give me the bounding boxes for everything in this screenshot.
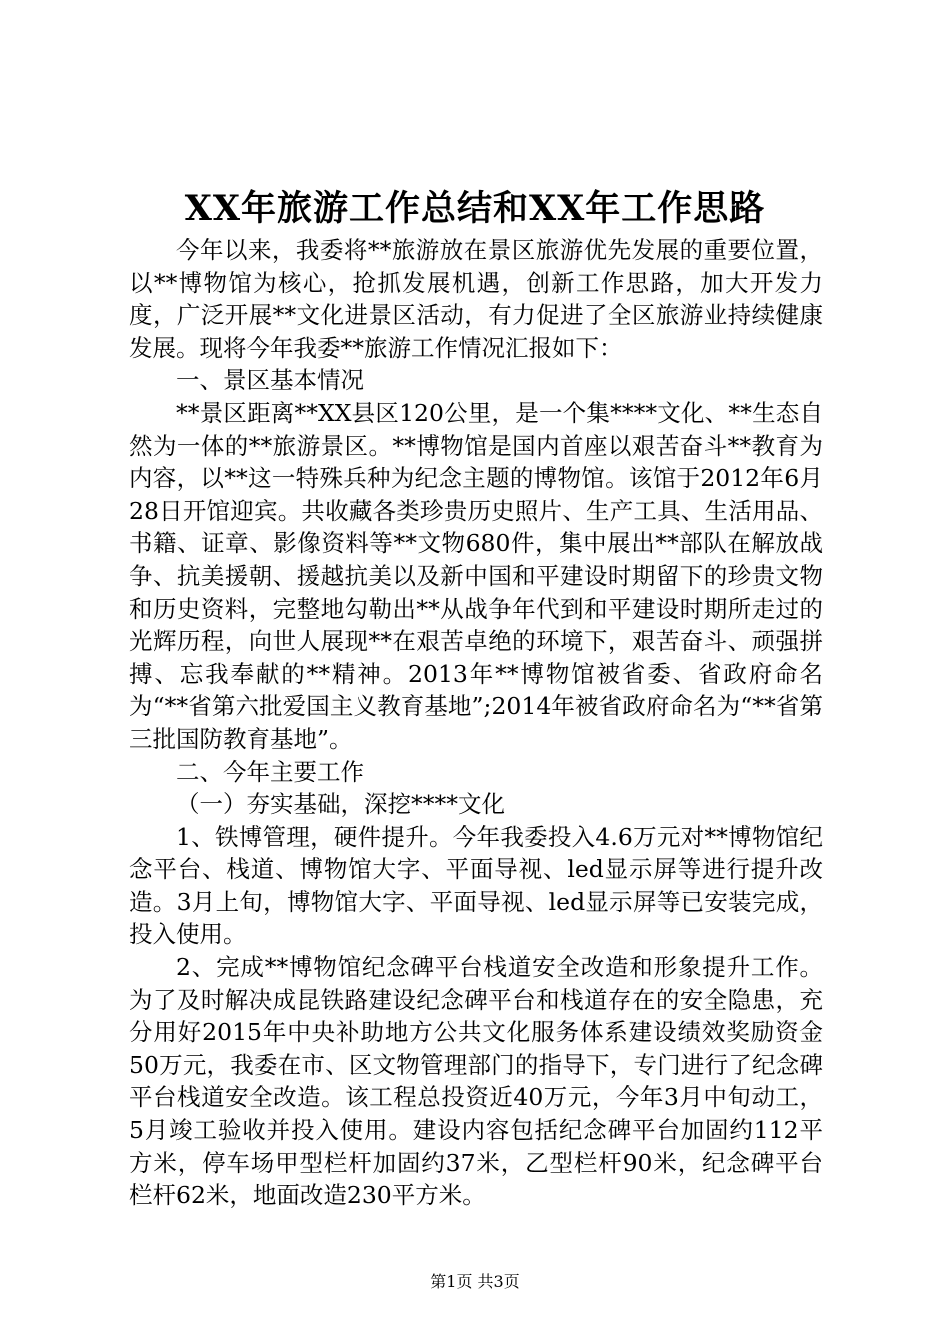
subsection-heading-1: （一）夯实基础，深挖****文化 [176,790,505,819]
item-paragraph-1: 1、铁博管理，硬件提升。今年我委投入4.6万元对**博物馆纪念平台、栈道、博物馆大字、平面导视、led显示屏等进行提升改造。3月上旬，博物馆大字、平面导视、led显示屏等已安装完成，投入使用。 [129,822,823,949]
item-paragraph-2: 2、完成**博物馆纪念碑平台栈道安全改造和形象提升工作。为了及时解决成昆铁路建设纪念碑平台和栈道存在的安全隐患，充分用好2015年中央补助地方公共文化服务体系建设绩效奖励资金50万元，我委在市、区文物管理部门的指导下，专门进行了纪念碑平台栈道安全改造。该工程总投资近40万元，今年3月中旬动工，5月竣工验收并投入使用。建设内容包括纪念碑平台加固约112平方米，停车场甲型栏杆加固约37米，乙型栏杆90米，纪念碑平台栏杆62米，地面改造230平方米。 [129,953,823,1210]
section-heading-1: 一、景区基本情况 [176,366,364,395]
section-heading-2: 二、今年主要工作 [176,757,364,786]
intro-paragraph: 今年以来，我委将**旅游放在景区旅游优先发展的重要位置，以**博物馆为核心，抢抓发展机遇，创新工作思路，加大开发力度，广泛开展**文化进景区活动，有力促进了全区旅游业持续健康发展。现将今年我委**旅游工作情况汇报如下： [129,236,823,362]
document-title: XX年旅游工作总结和XX年工作思路 [184,188,766,229]
page-footer: 第1页 共3页 [430,1272,520,1291]
document-body [129,234,823,1212]
scenic-area-paragraph: **景区距离**XX县区120公里，是一个集****文化、**生态自然为一体的**旅游景区。**博物馆是国内首座以艰苦奋斗**教育为内容，以**这一特殊兵种为纪念主题的博物馆。该馆于2012年6月28日开馆迎宾。共收藏各类珍贵历史照片、生产工具、生活用品、书籍、证章、影像资料等**文物680件，集中展出**部队在解放战争、抗美援朝、援越抗美以及新中国和平建设时期留下的珍贵文物和历史资料，完整地勾勒出**从战争年代到和平建设时期所走过的光辉历程，向世人展现**在艰苦卓绝的环境下，艰苦奋斗、顽强拼搏、忘我奉献的**精神。2013年**博物馆被省委、省政府命名为“**省第六批爱国主义教育基地”;2014年被省政府命名为“**省第三批国防教育基地”。 [129,398,823,753]
